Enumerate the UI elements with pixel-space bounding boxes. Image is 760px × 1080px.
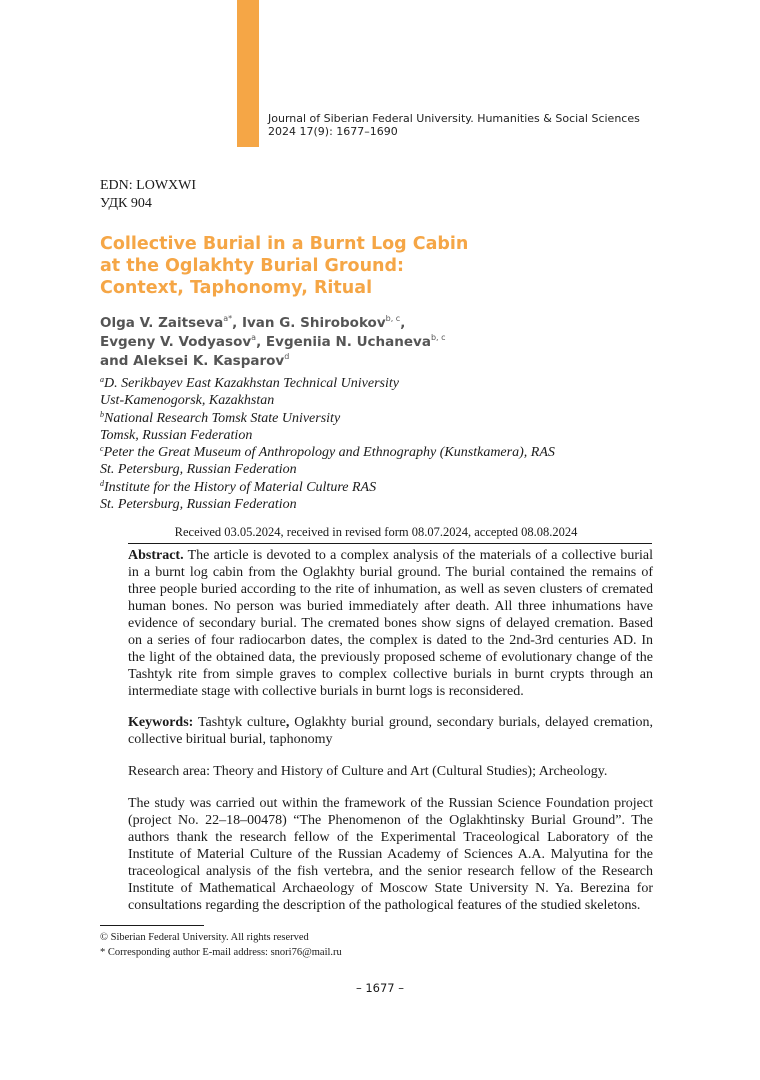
affiliation-mark: d	[100, 478, 104, 488]
keywords-text: Tashtyk culture	[197, 715, 286, 730]
author-separator: ,	[232, 315, 242, 331]
abstract	[128, 547, 653, 700]
affiliation-line	[100, 444, 555, 461]
research-area: Research area: Theory and History of Culture and Art (Cultural Studies); Archeology.	[128, 764, 608, 779]
affiliation-institution: D. Serikbayev East Kazakhstan Technical University	[104, 376, 399, 391]
page-number: – 1677 –	[355, 981, 405, 995]
title-line: Context, Taphonomy, Ritual	[100, 278, 373, 298]
author-list	[100, 314, 446, 371]
affiliation-mark: b	[100, 409, 104, 419]
affiliation-location: Ust-Kamenogorsk, Kazakhstan	[100, 393, 275, 409]
edn-code: EDN: LOWXWI	[100, 178, 197, 193]
author-affiliation-mark: d	[284, 352, 290, 361]
journal-name: Journal of Siberian Federal University. Humanities & Social Sciences	[268, 112, 640, 125]
article-title	[100, 233, 468, 299]
abstract-divider	[128, 543, 652, 544]
author-affiliation-mark: b, c	[430, 333, 446, 342]
footnote-divider	[100, 925, 204, 926]
author-affiliation-mark: a*	[223, 314, 233, 323]
keywords-text: Oglakhty burial ground, secondary burials, delayed cremation, collective biritual burial, taphonomy	[128, 715, 654, 747]
affiliation-institution: National Research Tomsk State University	[104, 410, 341, 426]
abstract-text: The article is devoted to a complex analysis of the materials of a collective burial in a burnt log cabin from the Oglakhty burial ground. The burial contained the remains of three people buried according to the rite of inhumation, as well as seven clusters of cremated human bones. No person was buried immediately after death. All three inhumations have evidence of secondary burial. The cremated bones show signs of delayed cremation. Based on a series of four radiocarbon dates, the complex is dated to the 2nd-3rd centuries AD. In the light of the obtained data, the previously proposed scheme of evolutionary change of the Tashtyk rite from simple graves to complex collective burials in burnt crypts through an intermediate stage with collective burials in burnt logs is reconsidered.	[128, 548, 653, 699]
affiliation-line	[100, 410, 555, 427]
affiliation-location: St. Petersburg, Russian Federation	[100, 497, 297, 513]
article-identifiers	[100, 177, 196, 213]
author-line	[100, 352, 446, 371]
author-line	[100, 333, 446, 352]
author-name: Evgeniia N. Uchaneva	[265, 334, 431, 350]
affiliation-mark: c	[100, 444, 104, 454]
received-dates: Received 03.05.2024, received in revised form 08.07.2024, accepted 08.08.2024	[174, 525, 578, 539]
abstract-label: Abstract.	[128, 548, 184, 563]
affiliation-mark: a	[100, 375, 104, 384]
affiliation-institution: Institute for the History of Material Culture RAS	[104, 479, 377, 495]
author-name: Olga V. Zaitseva	[100, 315, 224, 331]
title-line: Collective Burial in a Burnt Log Cabin	[100, 234, 469, 254]
keywords	[128, 714, 653, 748]
affiliation-location: St. Petersburg, Russian Federation	[100, 462, 297, 478]
affiliation-list	[100, 375, 555, 513]
keywords-label: Keywords:	[128, 715, 194, 730]
journal-accent-bar	[237, 0, 259, 147]
udk-code: УДК 904	[100, 196, 152, 211]
author-line	[100, 314, 446, 333]
affiliation-line	[100, 479, 555, 496]
copyright-note: © Siberian Federal University. All rights reserved	[100, 932, 309, 943]
author-affiliation-mark: a	[251, 333, 257, 342]
author-separator: ,	[400, 315, 406, 331]
journal-header	[268, 112, 640, 138]
journal-volume: 2024 17(9): 1677–1690	[268, 125, 398, 138]
author-affiliation-mark: b, c	[385, 314, 401, 323]
author-separator: ,	[256, 334, 266, 350]
acknowledgement: The study was carried out within the framework of the Russian Science Foundation project (project No. 22–18–00478) “The Phenomenon of the Oglakhtinsky Burial Ground”. The authors thank the research fellow of the Experimental Traceological Laboratory of the Institute of Material Culture of the Russian Academy of Sciences A.A. Malyutina for the traceological analysis of the fish vertebra, and the senior research fellow of the Research Institute of Mathematical Archaeology of Moscow State University N. Ya. Berezina for consultations regarding the description of the pathological features of the studied skeletons.	[128, 796, 653, 913]
author-name: and Aleksei K. Kasparov	[100, 353, 285, 369]
affiliation-line	[100, 375, 555, 392]
author-name: Ivan G. Shirobokov	[241, 315, 386, 331]
footnotes	[100, 930, 342, 960]
author-name: Evgeny V. Vodyasov	[100, 334, 252, 350]
title-line: at the Oglakhty Burial Ground:	[100, 256, 405, 276]
keywords-comma: ,	[285, 715, 290, 730]
affiliation-institution: Peter the Great Museum of Anthropology and Ethnography (Kunstkamera), RAS	[103, 445, 555, 461]
affiliation-location: Tomsk, Russian Federation	[100, 427, 253, 443]
corresponding-author-note: * Corresponding author E-mail address: snori76@mail.ru	[100, 947, 342, 958]
